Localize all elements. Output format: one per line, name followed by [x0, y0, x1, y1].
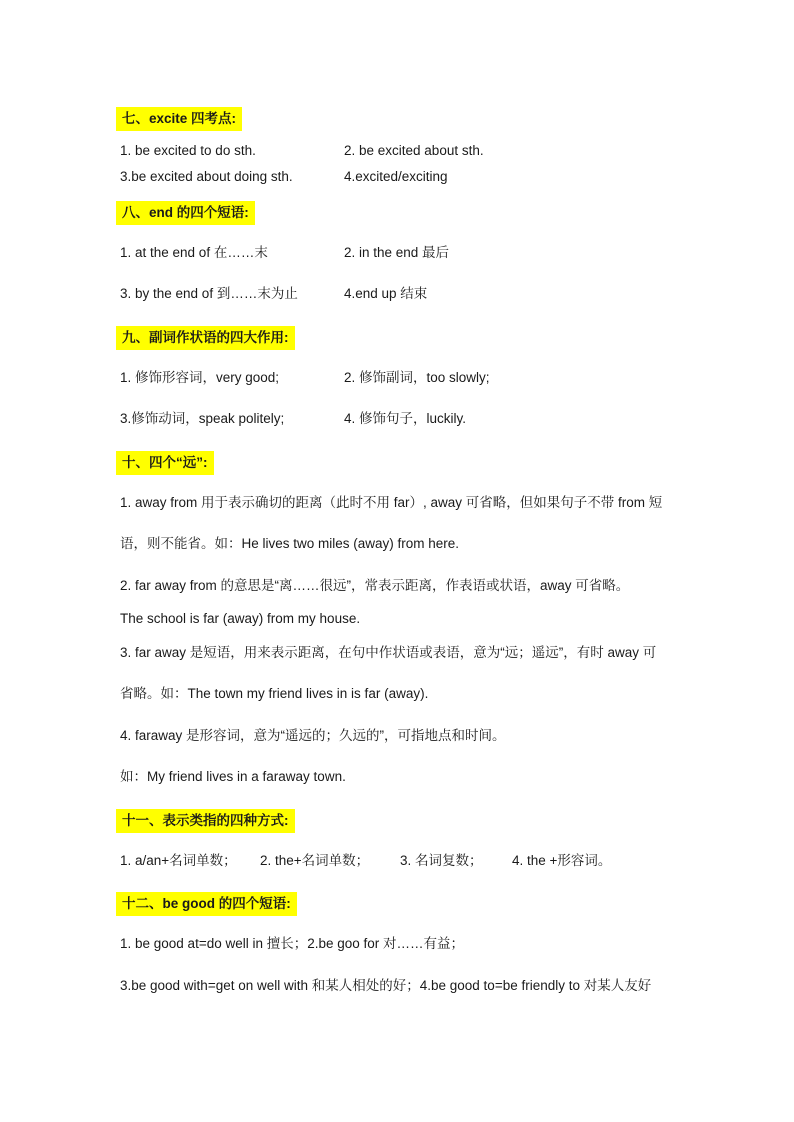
section-11-item: 4. the +形容词。: [512, 853, 612, 868]
section-7-item: 2. be excited about sth.: [344, 143, 484, 158]
section-8-heading: 八、end 的四个短语:: [116, 201, 255, 225]
section-7-item: 4.excited/exciting: [344, 169, 448, 184]
section-10-line: 2. far away from 的意思是“离……很远”，常表示距离，作表语或状语，away 可省略。: [120, 578, 630, 593]
section-10-line: 如：My friend lives in a faraway town.: [120, 769, 346, 784]
section-9-item: 2. 修饰副词，too slowly;: [344, 370, 490, 385]
section-10-line: 3. far away 是短语，用来表示距离，在句中作状语或表语，意为“远；遥远”，有时 away 可: [120, 645, 657, 660]
section-11-item: 1. a/an+名词单数；: [120, 853, 237, 868]
section-8-item: 1. at the end of 在……末: [120, 245, 268, 260]
section-12-line: 3.be good with=get on well with 和某人相处的好；4.be good to=be friendly to 对某人友好: [120, 978, 652, 993]
section-10-heading: 十、四个“远”:: [116, 451, 214, 475]
section-11-item: 2. the+名词单数；: [260, 853, 370, 868]
section-10-line: 省略。如：The town my friend lives in is far (away).: [120, 686, 429, 701]
section-12-line: 1. be good at=do well in 擅长；2.be goo for 对……有益；: [120, 936, 465, 951]
section-12-heading: 十二、be good 的四个短语:: [116, 892, 297, 916]
section-9-item: 4. 修饰句子，luckily.: [344, 411, 467, 426]
section-8-item: 3. by the end of 到……末为止: [120, 286, 298, 301]
section-9-item: 1. 修饰形容词，very good;: [120, 370, 280, 385]
section-11-item: 3. 名词复数；: [400, 853, 483, 868]
section-7-item: 1. be excited to do sth.: [120, 143, 256, 158]
section-10-line: 4. faraway 是形容词，意为“遥远的；久远的”，可指地点和时间。: [120, 728, 506, 743]
section-10-line: 语，则不能省。如：He lives two miles (away) from here.: [120, 536, 460, 551]
section-10-line: The school is far (away) from my house.: [120, 611, 361, 626]
section-7-heading: 七、excite 四考点:: [116, 107, 242, 131]
section-10-line: 1. away from 用于表示确切的距离（此时不用 far）, away 可省略，但如果句子不带 from 短: [120, 495, 663, 510]
section-9-heading: 九、副词作状语的四大作用:: [116, 326, 295, 350]
section-9-item: 3.修饰动词，speak politely;: [120, 411, 285, 426]
section-7-item: 3.be excited about doing sth.: [120, 169, 293, 184]
section-8-item: 2. in the end 最后: [344, 245, 450, 260]
section-8-item: 4.end up 结束: [344, 286, 428, 301]
section-11-heading: 十一、表示类指的四种方式:: [116, 809, 295, 833]
